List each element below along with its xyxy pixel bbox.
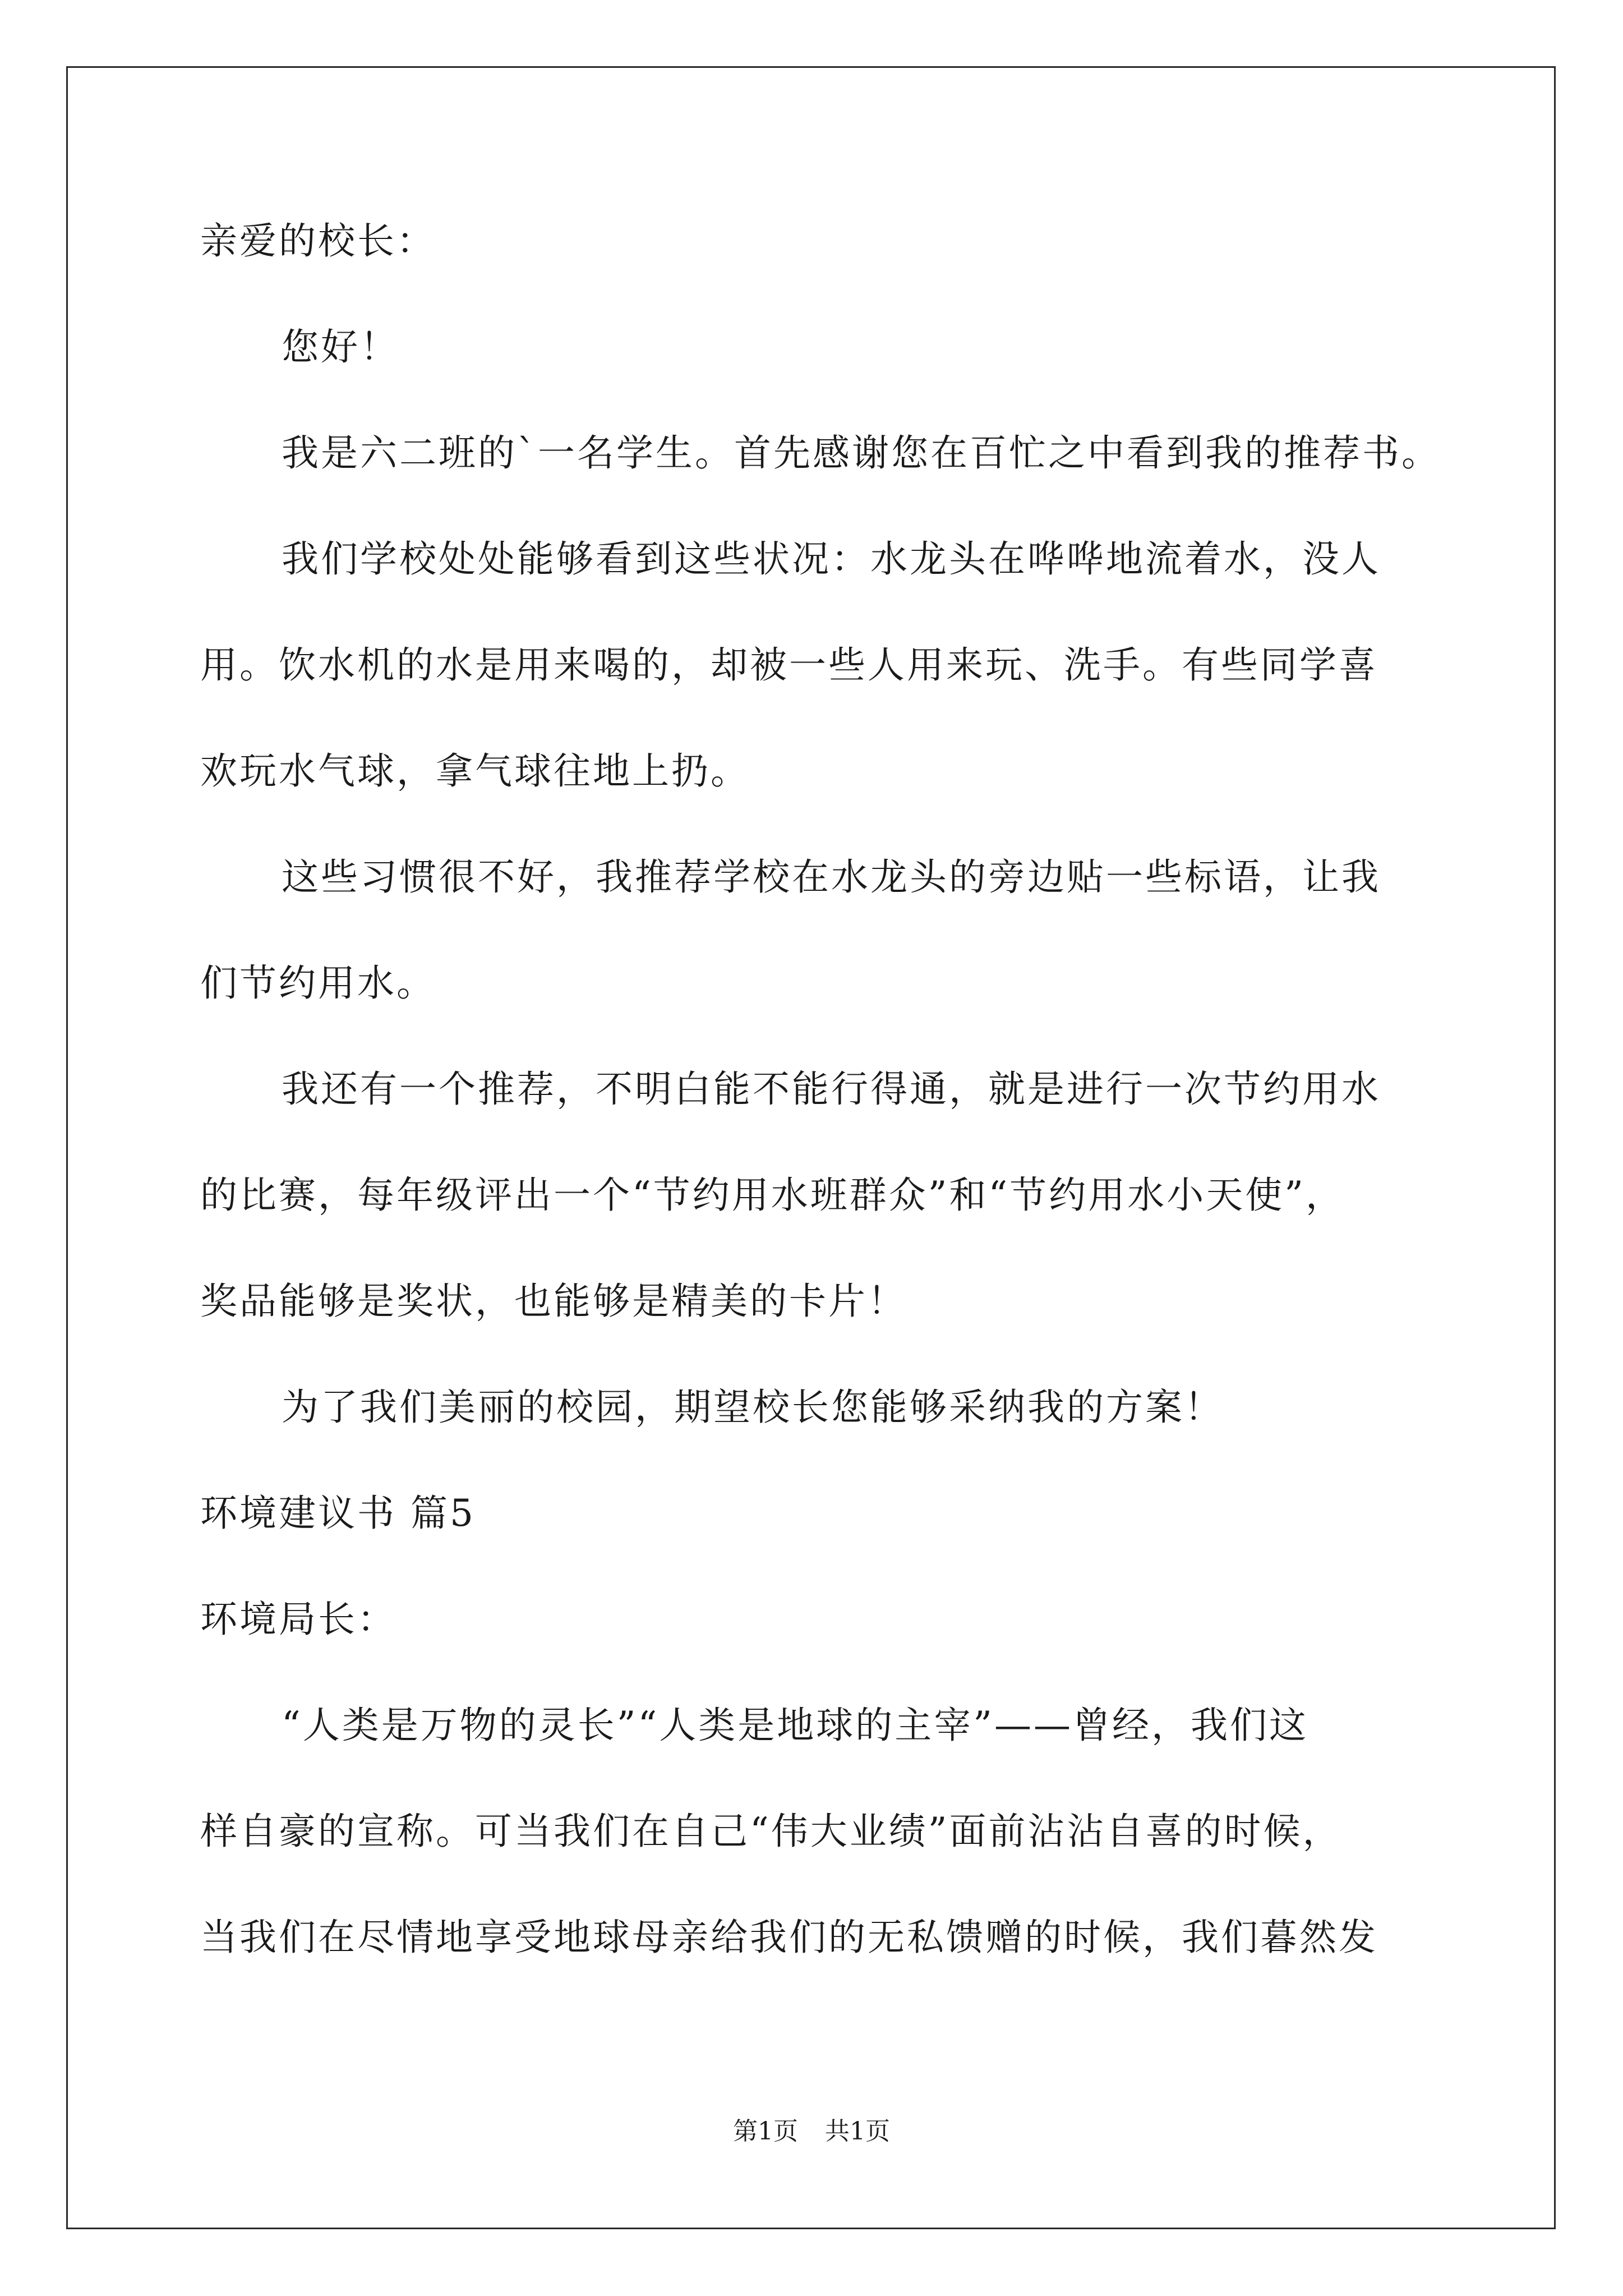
text-line-7: 这些习惯很不好，我推荐学校在水龙头的旁边贴一些标语，让我 — [282, 855, 1381, 899]
text-line-2: 您好！ — [282, 325, 399, 369]
text-line-9: 我还有一个推荐，不明白能不能行得通，就是进行一次节约用水 — [282, 1068, 1381, 1111]
text-line-15: “人类是万物的灵长”“人类是地球的主宰”——曾经，我们这 — [282, 1704, 1308, 1747]
text-line-10: 的比赛，每年级评出一个“节约用水班群众”和“节约用水小天使”， — [200, 1174, 1345, 1217]
text-line-17: 当我们在尽情地享受地球母亲给我们的无私馈赠的时候，我们暮然发 — [200, 1916, 1378, 1959]
text-line-6: 欢玩水气球，拿气球往地上扔。 — [200, 749, 750, 793]
page-border — [66, 66, 1556, 2229]
text-line-8: 们节约用水。 — [200, 961, 436, 1005]
page-number: 第1页 — [733, 2117, 798, 2146]
text-line-16: 样自豪的宣称。可当我们在自己“伟大业绩”面前沾沾自喜的时候， — [200, 1810, 1342, 1853]
section-heading: 环境建议书 篇5 — [200, 1492, 476, 1535]
page-footer — [0, 2115, 1623, 2148]
text-line-1: 亲爱的校长： — [200, 219, 436, 263]
text-line-5: 用。饮水机的水是用来喝的，却被一些人用来玩、洗手。有些同学喜 — [200, 643, 1378, 687]
page-total: 共1页 — [825, 2117, 890, 2146]
text-line-3: 我是六二班的`一名学生。首先感谢您在百忙之中看到我的推荐书。 — [282, 431, 1441, 475]
text-line-14: 环境局长： — [200, 1598, 396, 1641]
text-line-12: 为了我们美丽的校园，期望校长您能够采纳我的方案！ — [282, 1386, 1224, 1429]
text-line-11: 奖品能够是奖状，也能够是精美的卡片！ — [200, 1280, 907, 1323]
text-line-4: 我们学校处处能够看到这些状况：水龙头在哗哗地流着水，没人 — [282, 537, 1381, 581]
